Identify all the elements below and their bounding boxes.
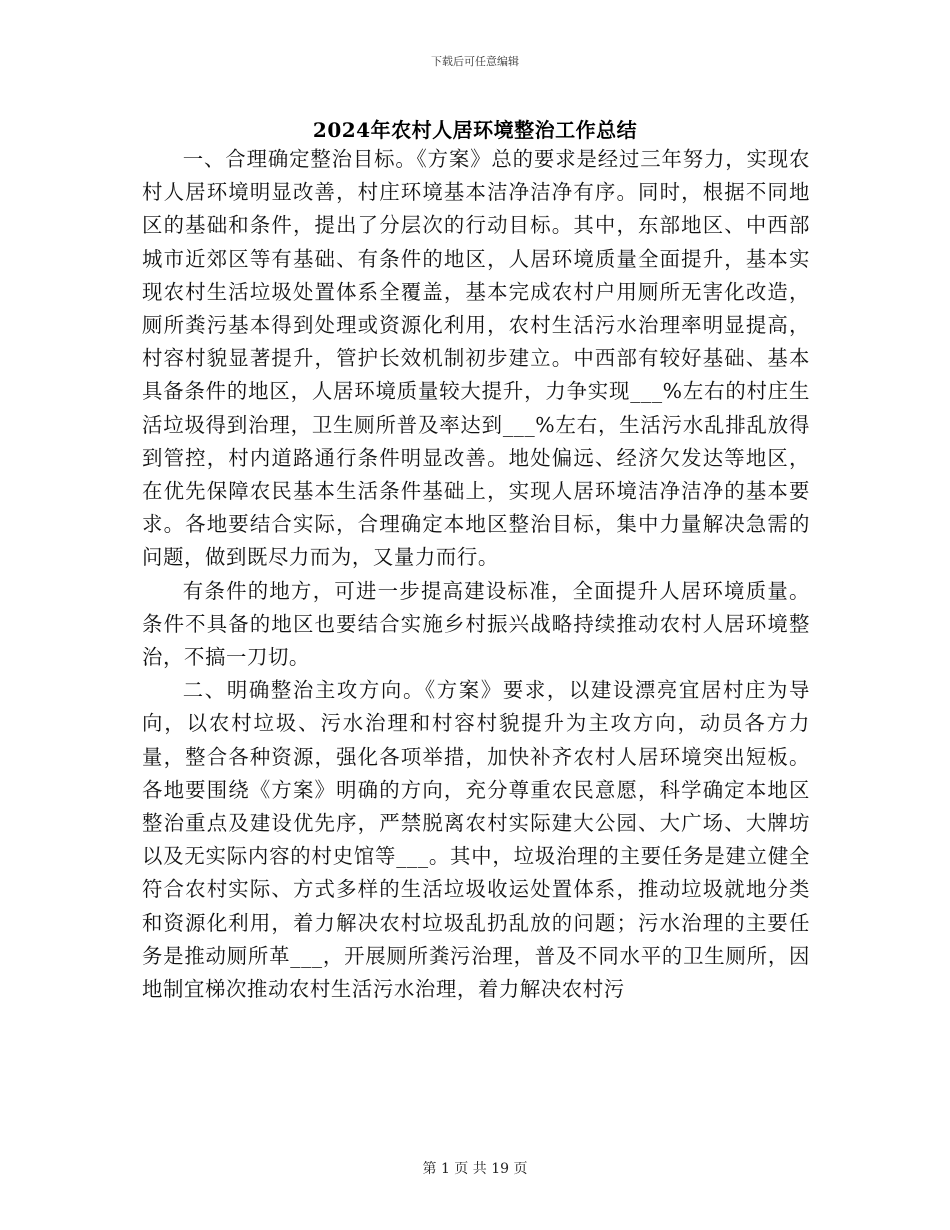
paragraph-2: 有条件的地方，可进一步提高建设标准，全面提升人居环境质量。条件不具备的地区也要结合实施乡村振兴战略持续推动农村人居环境整治，不搞一刀切。 — [142, 578, 810, 670]
document-body — [142, 143, 810, 1006]
paragraph-3: 二、明确整治主攻方向。《方案》要求，以建设漂亮宜居村庄为导向，以农村垃圾、污水治理和村容村貌提升为主攻方向，动员各方力量，整合各种资源，强化各项举措，加快补齐农村人居环境突出短板。各地要围绕《方案》明确的方向，充分尊重农民意愿，科学确定本地区整治重点及建设优先序，严禁脱离农村实际建大公园、大广场、大牌坊以及无实际内容的村史馆等___。其中，垃圾治理的主要任务是建立健全符合农村实际、方式多样的生活垃圾收运处置体系，推动垃圾就地分类和资源化利用，着力解决农村垃圾乱扔乱放的问题；污水治理的主要任务是推动厕所革___，开展厕所粪污治理，普及不同水平的卫生厕所，因地制宜梯次推动农村生活污水治理，着力解决农村污 — [142, 678, 810, 1002]
page-header-note: 下载后可任意编辑 — [431, 55, 519, 68]
paragraph-1: 一、合理确定整治目标。《方案》总的要求是经过三年努力，实现农村人居环境明显改善，村庄环境基本洁净洁净有序。同时，根据不同地区的基础和条件，提出了分层次的行动目标。其中，东部地区、中西部城市近郊区等有基础、有条件的地区，人居环境质量全面提升，基本实现农村生活垃圾处置体系全覆盖，基本完成农村户用厕所无害化改造，厕所粪污基本得到处理或资源化利用，农村生活污水治理率明显提高，村容村貌显著提升，管护长效机制初步建立。中西部有较好基础、基本具备条件的地区，人居环境质量较大提升，力争实现___%左右的村庄生活垃圾得到治理，卫生厕所普及率达到___%左右，生活污水乱排乱放得到管控，村内道路通行条件明显改善。地处偏远、经济欠发达等地区，在优先保障农民基本生活条件基础上，实现人居环境洁净洁净的基本要求。各地要结合实际，合理确定本地区整治目标，集中力量解决急需的问题，做到既尽力而为，又量力而行。 — [142, 147, 810, 570]
page-number-footer: 第 1 页 共 19 页 — [422, 1161, 528, 1177]
document-title: 2024年农村人居环境整治工作总结 — [312, 118, 638, 142]
